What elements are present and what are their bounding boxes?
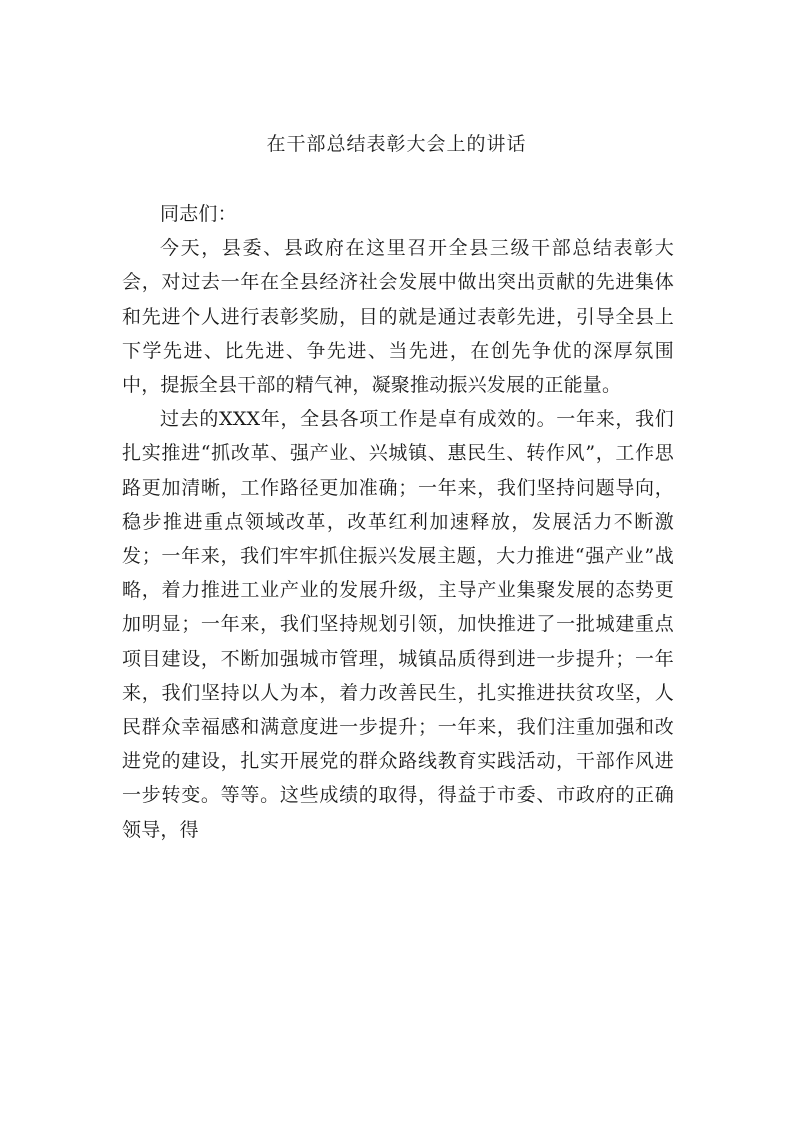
salutation: 同志们： [160,203,237,225]
document-title: 在干部总结表彰大会上的讲话 [266,133,527,155]
document-body [122,197,674,847]
paragraph-1: 今天，县委、县政府在这里召开全县三级干部总结表彰大会，对过去一年在全县经济社会发展中做出突出贡献的先进集体和先进个人进行表彰奖励，目的就是通过表彰先进，引导全县上下学先进、比先进、争先进、当先进，在创先争优的深厚氛围中，提振全县干部的精气神，凝聚推动振兴发展的正能量。 [122,237,674,397]
paragraph-2: 过去的XXX年，全县各项工作是卓有成效的。一年来，我们扎实推进“抓改革、强产业、兴城镇、惠民生、转作风”，工作思路更加清晰，工作路径更加准确；一年来，我们坚持问题导向，稳步推进重点领域改革，改革红利加速释放，发展活力不断激发；一年来，我们牢牢抓住振兴发展主题，大力推进“强产业”战略，着力推进工业产业的发展升级，主导产业集聚发展的态势更加明显；一年来，我们坚持规划引领，加快推进了一批城建重点项目建设，不断加强城市管理，城镇品质得到进一步提升；一年来，我们坚持以人为本，着力改善民生，扎实推进扶贫攻坚，人民群众幸福感和满意度进一步提升；一年来，我们注重加强和改进党的建设，扎实开展党的群众路线教育实践活动，干部作风进一步转变。等等。这些成绩的取得，得益于市委、市政府的正确领导，得 [122,408,674,841]
